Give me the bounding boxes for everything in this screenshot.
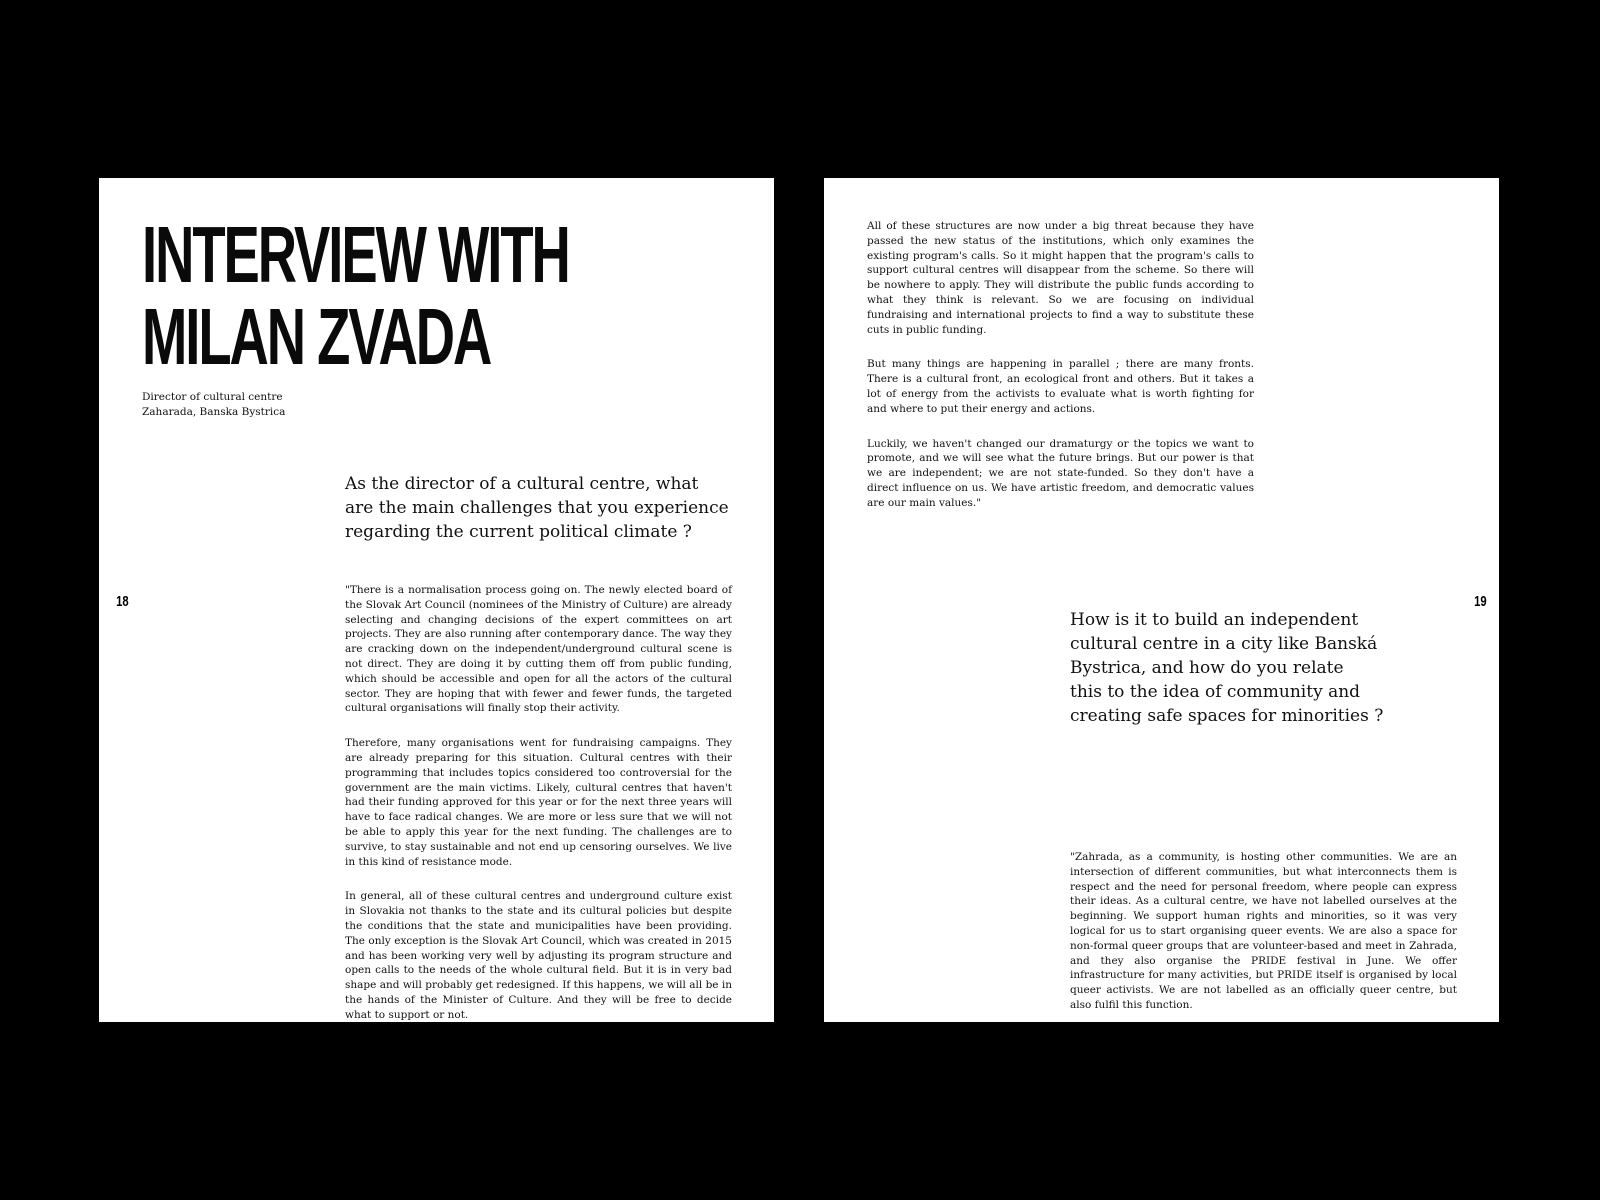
title-line-2: MILAN ZVADA [142, 292, 491, 381]
question-2-line-1: How is it to build an independent [1070, 610, 1359, 630]
right-page [824, 178, 1499, 1022]
answer-1-paragraph-1: "There is a normalisation process going on. The newly elected board of the Slovak Art Council (nominees of the Ministry of Culture) are already selecting and changing decisions of the expert committees on art projects. They are also running after contemporary dance. The way they are cracking down on the independent/underground cultural scene is not direct. They are doing it by cutting them off from public funding, which should be accessible and open for all the actors of the cultural sector. They are hoping that with fewer and fewer funds, the targeted cultural organisations will finally stop their activity. [345, 584, 732, 715]
page-number-right: 19 [1474, 593, 1487, 610]
question-1-line-3: regarding the current political climate ? [345, 522, 692, 542]
interviewee-role [142, 390, 285, 420]
question-1-line-2: are the main challenges that you experience [345, 498, 729, 518]
page-number-left: 18 [116, 593, 129, 610]
answer-1-paragraph-3: In general, all of these cultural centres and underground culture exist in Slovakia not thanks to the state and its cultural policies but despite the conditions that the state and municipalities have been providing. The only exception is the Slovak Art Council, which was created in 2015 and has been working very well by adjusting its program structure and open calls to the needs of the whole cultural field. But it is in very bad shape and will probably get redesigned. If this happens, we will all be in the hands of the Minister of Culture. And they will be free to decide what to support or not. [345, 890, 732, 1021]
subtitle-line-2: Zaharada, Banska Bystrica [142, 406, 286, 418]
question-2-line-5: creating safe spaces for minorities ? [1070, 706, 1384, 726]
answer-1-paragraph-6: Luckily, we haven't changed our dramaturgy or the topics we want to promote, and we will see what the future brings. But our power is that we are independent; we are not state-funded. So they don't have a direct influence on us. We have artistic freedom, and democratic values are our main values." [867, 437, 1254, 509]
question-1 [345, 472, 745, 544]
question-2-line-4: this to the idea of community and [1070, 682, 1361, 702]
answer-1-paragraph-2: Therefore, many organisations went for fundraising campaigns. They are already preparing for this situation. Cultural centres with their programming that includes topics considered too controversial for the government are the main victims. Likely, cultural centres that haven't had their funding approved for this year or for the next three years will have to face radical changes. We are more or less sure that we will not be able to apply this year for the next funding. The challenges are to survive, to stay sustainable and not end up censoring ourselves. We live in this kind of resistance mode. [345, 737, 732, 868]
page-title [142, 210, 569, 381]
question-2-line-3: Bystrica, and how do you relate [1070, 658, 1344, 678]
question-1-line-1: As the director of a cultural centre, what [345, 474, 699, 494]
answer-1-paragraph-5: But many things are happening in parallel ; there are many fronts. There is a cultural front, an ecological front and others. But it takes a lot of energy from the activists to evaluate what is worth fighting for and where to put their energy and actions. [867, 358, 1254, 415]
answer-1-continued [867, 219, 1254, 531]
answer-1-paragraph-4: All of these structures are now under a big threat because they have passed the new status of the institutions, which only examines the existing program's calls. So it might happen that the program's calls to support cultural centres will disappear from the scheme. So there will be nowhere to apply. They will distribute the public funds according to what they think is relevant. So we are focusing on individual fundraising and international projects to find a way to substitute these cuts in public funding. [867, 220, 1254, 336]
question-2 [1070, 608, 1410, 728]
answer-2 [1070, 850, 1457, 1022]
title-line-1: INTERVIEW WITH [142, 210, 569, 299]
left-page [99, 178, 774, 1022]
subtitle-line-1: Director of cultural centre [142, 391, 283, 403]
question-2-line-2: cultural centre in a city like Banská [1070, 634, 1378, 654]
answer-1 [345, 583, 732, 1022]
answer-2-paragraph-1: "Zahrada, as a community, is hosting other communities. We are an intersection of different communities, but what interconnects them is respect and the need for personal freedom, where people can express their ideas. As a cultural centre, we have not labelled ourselves at the beginning. We support human rights and minorities, so it was very logical for us to start organising queer events. We are also a space for non-formal queer groups that are volunteer-based and meet in Zahrada, and they also organise the PRIDE festival in June. We offer infrastructure for many activities, but PRIDE itself is organised by local queer activists. We are not labelled as an officially queer centre, but also fulfil this function. [1070, 851, 1457, 1011]
